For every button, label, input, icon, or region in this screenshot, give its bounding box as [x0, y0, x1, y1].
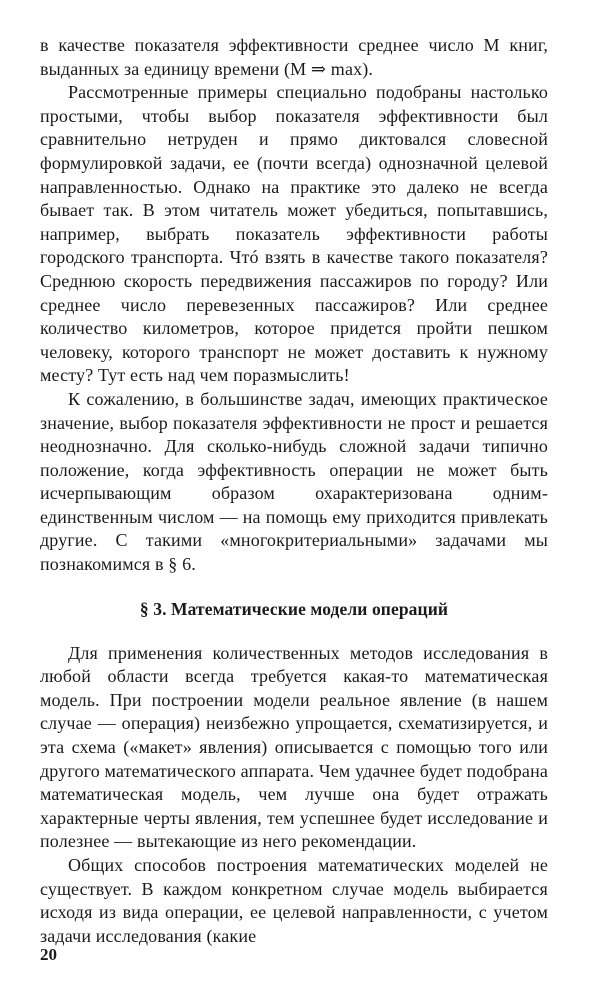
paragraph-continuation: в качестве показателя эффективности среднее число M книг, выданных за единицу времени (M ⇒ max). — [40, 35, 548, 79]
paragraph-models: Для применения количественных методов исследования в любой области всегда требуется какая-то математическая модель. При построении модели реальное явление (в нашем случае — операция) неизбежно упрощается, схематизируется, и эта схема («макет» явления) описывается с помощью того или другого математического аппарата. Чем удачнее будет подобрана математическая модель, чем лучше она будет отражать характерные черты явления, тем успешнее будет исследование и полезнее — вытекающие из него рекомендации. — [40, 642, 548, 852]
page-number: 20 — [40, 945, 57, 964]
paragraph-regret: К сожалению, в большинстве задач, имеющих практическое значение, выбор показателя эффективности не прост и решается неоднозначно. Для сколько-нибудь сложной задачи типично положение, когда эффективность операции не может быть исчерпывающим образом охарактеризована одним-единственным числом — на помощь ему приходится привлекать другие. С такими «многокритериальными» задачами мы познакомимся в § 6. — [40, 388, 548, 575]
paragraph-general-methods: Общих способов построения математических моделей не существует. В каждом конкретном случае модель выбирается исходя из вида операции, ее целевой направленности, с учетом задачи исследования (какие — [40, 855, 548, 946]
paragraph-examples: Рассмотренные примеры специально подобраны настолько простыми, чтобы выбор показателя эффективности был сравнительно нетруден и прямо диктовался словесной формулировкой задачи, ее (почти всегда) однозначной целевой направленностью. Однако на практике это далеко не всегда бывает так. В этом читатель может убедиться, попытавшись, например, выбрать показатель эффективности работы городского транспорта. Чтó взять в качестве такого показателя? Среднюю скорость передвижения пассажиров по городу? Или среднее число перевезенных пассажиров? Или среднее количество километров, которое придется пройти пешком человеку, которого транспорт не может доставить к нужному месту? Тут есть над чем поразмыслить! — [40, 82, 548, 386]
section-heading: § 3. Математические модели операций — [139, 598, 449, 619]
book-page — [40, 34, 548, 948]
